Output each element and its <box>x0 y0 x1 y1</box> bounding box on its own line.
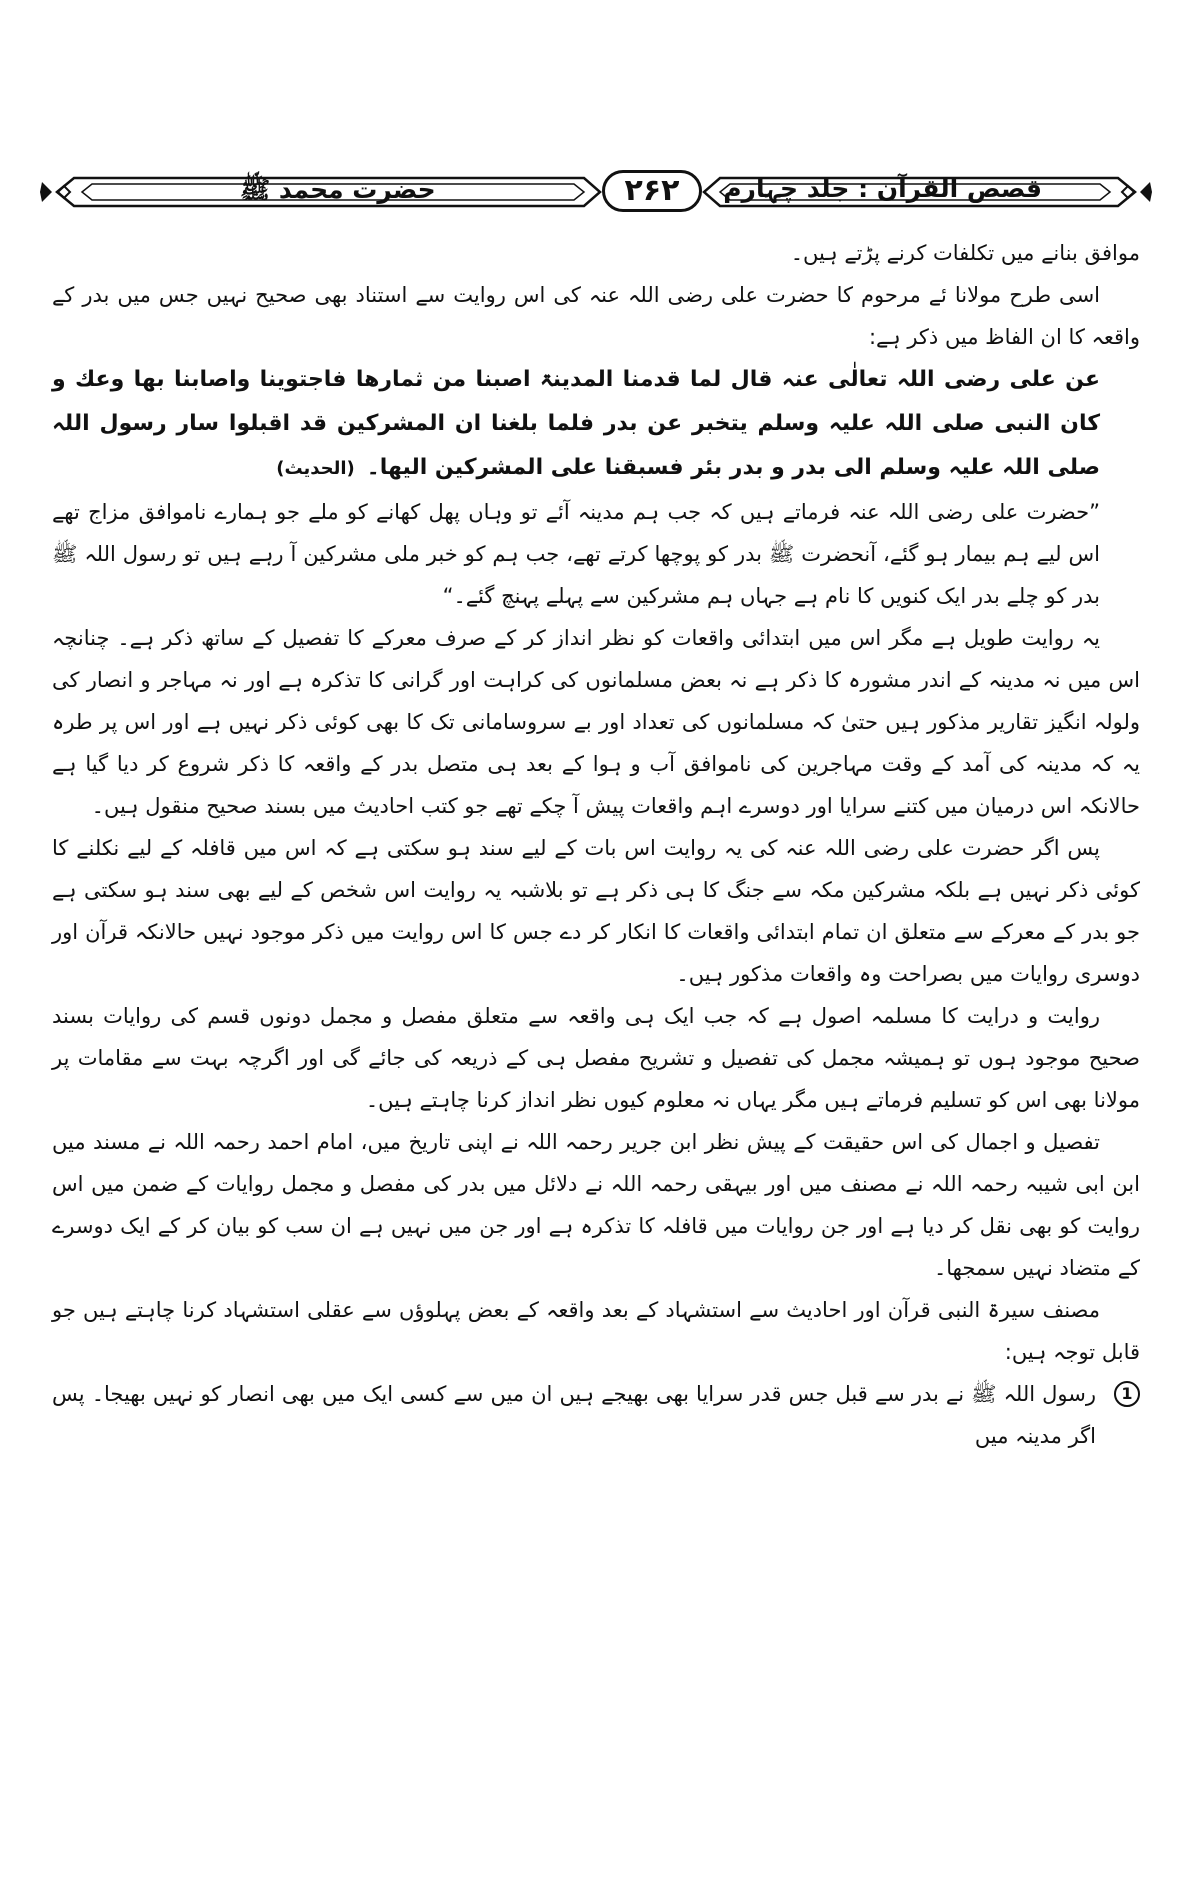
page-number: ۲۶۲ <box>602 170 702 212</box>
book-title: قصص القرآن : جلد چہارم <box>723 174 1042 203</box>
paragraph-3: یہ روایت طویل ہے مگر اس میں ابتدائی واقعات کو نظر انداز کر کے صرف معرکے کا تفصیل کے ساتھ ذکر ہے۔ چنانچہ اس میں نہ مدینہ کے اندر مشورہ کا ذکر ہے نہ بعض مسلمانوں کی کراہت اور گرانی کا تذکرہ ہے اور نہ مہاجر و انصار کی ولولہ انگیز تقاریر مذکور ہیں حتیٰ کہ مسلمانوں کی تعداد اور بے سروسامانی تک کا بھی کوئی ذکر نہیں ہے اور اس پر طرہ یہ کہ مدینہ کی آمد کے وقت مہاجرین کی ناموافق آب و ہوا کے بعد ہی متصل بدر کے واقعہ کا ذکر شروع کر دیا گیا ہے حالانکہ اس درمیان میں کتنے سرایا اور دوسرے اہم واقعات پیش آ چکے تھے جو کتب احادیث میں بسند صحیح منقول ہیں۔ <box>52 626 1140 818</box>
translation-quote: ”حضرت علی رضی اللہ عنہ فرماتے ہیں کہ جب ہم مدینہ آئے تو وہاں پھل کھانے کو ملے جو ہمارے ناموافق مزاج تھے اس لیے ہم بیمار ہو گئے، آنحضرت ﷺ بدر کو پوچھا کرتے تھے، جب ہم کو خبر ملی مشرکین آ رہے ہیں تو رسول اللہ ﷺ بدر کو چلے بدر ایک کنویں کا نام ہے جہاں ہم مشرکین سے پہلے پہنچ گئے۔“ <box>52 500 1100 608</box>
paragraph-6: تفصیل و اجمال کی اس حقیقت کے پیش نظر ابن جریر رحمہ اللہ نے اپنی تاریخ میں، امام احمد رحمہ اللہ نے مسند میں ابن ابی شیبہ رحمہ اللہ نے مصنف میں اور بیہقی رحمہ اللہ نے دلائل میں بدر کی مفصل و مجمل روایات کے ضمن میں اس روایت کو بھی نقل کر دیا ہے اور جن روایات میں قافلہ کا تذکرہ ہے اور جن میں نہیں ہے ان سب کو بیان کر کے ایک دوسرے کے متضاد نہیں سمجھا۔ <box>52 1130 1140 1280</box>
main-text <box>52 232 1140 1457</box>
hadith-source: (الحدیث) <box>276 458 355 479</box>
paragraph-7: مصنف سیرۃ النبی قرآن اور احادیث سے استشہاد کے بعد واقعہ کے بعض پہلوؤں سے عقلی استشہاد کرنا چاہتے ہیں جو قابل توجہ ہیں: <box>52 1298 1140 1364</box>
arabic-hadith-text: عن علی رضی اللہ تعالٰی عنہ قال لما قدمنا المدینۃ اصبنا من ثمارھا فاجتوینا واصابنا بھا وعك و كان النبی صلی اللہ علیہ وسلم یتخبر عن بدر فلما بلغنا ان المشركین قد اقبلوا سار رسول اللہ صلی اللہ علیہ وسلم الی بدر و بدر بئر فسبقنا علی المشركین الیھا۔ <box>52 367 1100 480</box>
paragraph-5: روایت و درایت کا مسلمہ اصول ہے کہ جب ایک ہی واقعہ سے متعلق مفصل و مجمل دونوں قسم کی روایات بسند صحیح موجود ہوں تو ہمیشہ مجمل کی تفصیل و تشریح مفصل ہی کے ذریعہ کی جائے گی اور اگرچہ بہت سے مقامات پر مولانا بھی اس کو تسلیم فرماتے ہیں مگر یہاں نہ معلوم کیوں نظر انداز کرنا چاہتے ہیں۔ <box>52 1004 1140 1112</box>
paragraph-4: پس اگر حضرت علی رضی اللہ عنہ کی یہ روایت اس بات کے لیے سند ہو سکتی ہے کہ اس میں قافلہ کے لیے نکلنے کا کوئی ذکر نہیں ہے بلکہ مشرکین مکہ سے جنگ کا ہی ذکر ہے تو بلاشبہ یہ روایت اس شخص کے لیے بھی سند ہو سکتی ہے جو بدر کے معرکے سے متعلق ان تمام ابتدائی واقعات کا انکار کر دے جس کا اس روایت میں ذکر موجود نہیں حالانکہ قرآن اور دوسری روایات میں بصراحت وہ واقعات مذکور ہیں۔ <box>52 836 1140 986</box>
chapter-title: حضرت محمد ﷺ <box>240 175 436 204</box>
item-text: رسول اللہ ﷺ نے بدر سے قبل جس قدر سرایا بھی بھیجے ہیں ان میں سے کسی ایک میں بھی انصار کو نہیں بھیجا۔ پس اگر مدینہ میں <box>52 1382 1096 1448</box>
arabic-hadith <box>52 358 1140 491</box>
paragraph-2: اسی طرح مولانا ئے مرحوم کا حضرت علی رضی اللہ عنہ کی اس روایت سے استناد بھی صحیح نہیں جس میں بدر کے واقعہ کا ان الفاظ میں ذکر ہے: <box>52 283 1140 349</box>
page-header <box>40 168 1152 216</box>
paragraph-1: موافق بنانے میں تکلفات کرنے پڑتے ہیں۔ <box>790 241 1140 265</box>
numbered-item-1 <box>52 1373 1140 1457</box>
item-number-badge: 1 <box>1114 1381 1140 1407</box>
